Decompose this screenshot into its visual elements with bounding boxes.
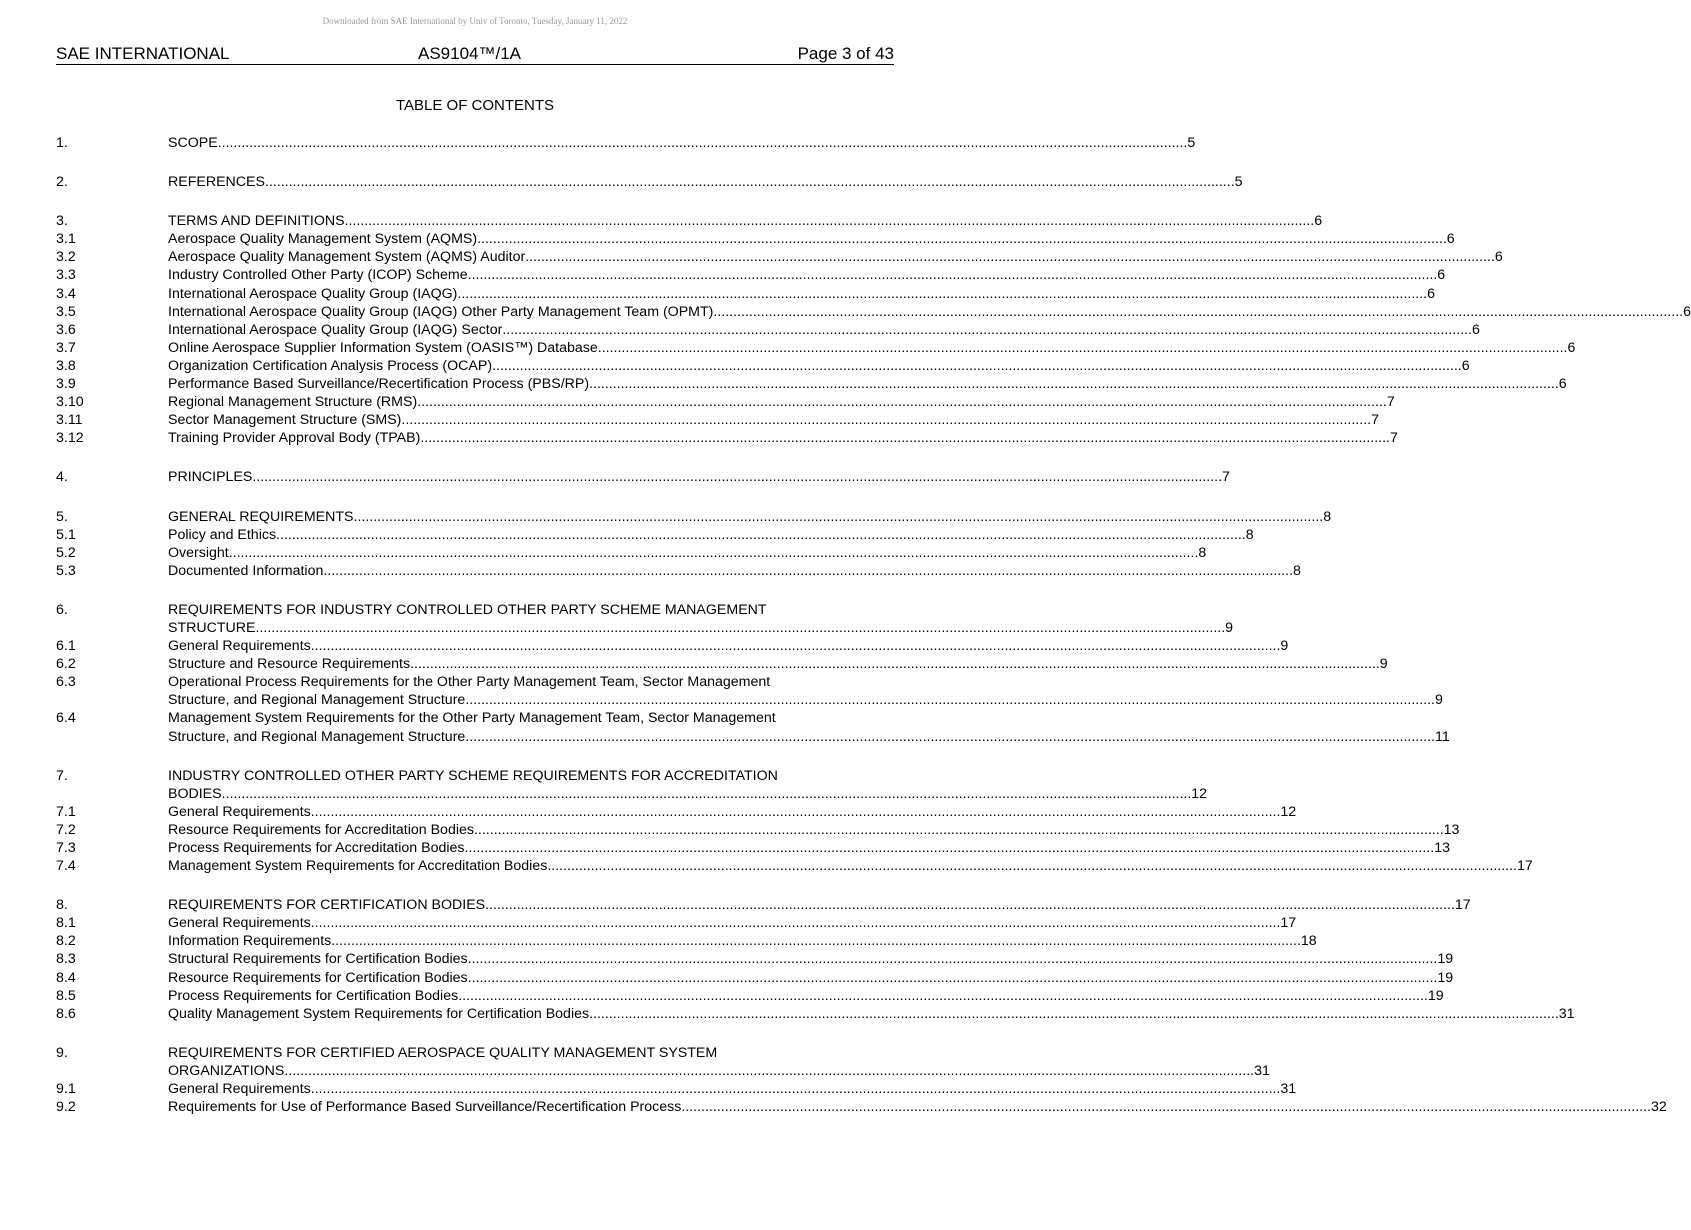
toc-entry-number: 7.1 <box>56 803 76 820</box>
dot-leader <box>547 857 1517 875</box>
toc-entry[interactable] <box>56 303 1691 321</box>
toc-entry-title: Management System Requirements for Accreditation Bodies <box>168 858 548 875</box>
toc-entry[interactable] <box>56 655 1388 673</box>
toc-entry-page: 6 <box>1437 267 1446 284</box>
toc-entry-number: 4. <box>56 469 68 486</box>
dot-leader <box>331 932 1301 950</box>
toc-section <box>56 468 1230 486</box>
dot-leader <box>468 950 1438 968</box>
page-header <box>56 44 894 65</box>
toc-entry-page: 19 <box>1437 969 1454 986</box>
toc-entry[interactable] <box>56 709 1450 745</box>
dot-leader <box>713 303 1683 321</box>
toc-entry-title: Documented Information <box>168 562 324 579</box>
toc-entry[interactable] <box>56 134 1196 152</box>
toc-entry-title: REQUIREMENTS FOR CERTIFICATION BODIES <box>168 897 486 914</box>
toc-entry-number: 3.8 <box>56 357 76 374</box>
dot-leader <box>222 785 1192 803</box>
toc-entry-number: 8. <box>56 897 68 914</box>
toc-entry-title: STRUCTURE <box>168 619 256 636</box>
header-organization: SAE INTERNATIONAL <box>56 44 230 63</box>
dot-leader <box>465 691 1435 709</box>
toc-entry-number: 6.2 <box>56 656 76 673</box>
toc-entry-number: 7.3 <box>56 840 76 856</box>
dot-leader <box>323 562 1293 580</box>
toc-entry-number: 9. <box>56 1044 68 1061</box>
dot-leader <box>252 468 1222 486</box>
toc-entry-title-line: Operational Process Requirements for the Other Party Management Team, Sector Management <box>168 674 771 691</box>
toc-entry-number: 8.2 <box>56 933 76 950</box>
toc-entry-page: 5 <box>1234 174 1243 191</box>
toc-entry[interactable] <box>56 969 1454 987</box>
toc-entry-number: 5. <box>56 508 68 525</box>
toc-entry-title: Resource Requirements for Certification Bodies <box>168 969 468 986</box>
toc-entry-page: 6 <box>1314 213 1323 230</box>
toc-entry-page: 17 <box>1516 858 1533 875</box>
toc-entry-page: 11 <box>1435 728 1450 745</box>
toc-entry-number: 8.4 <box>56 969 76 986</box>
toc-entry[interactable] <box>56 212 1323 230</box>
toc-entry-title: Process Requirements for Certification Bodies <box>168 987 459 1004</box>
toc-entry[interactable] <box>56 673 1443 709</box>
toc-entry-number: 3.2 <box>56 249 76 266</box>
toc-entry-title-line: REQUIREMENTS FOR INDUSTRY CONTROLLED OTHER PARTY SCHEME MANAGEMENT <box>168 601 767 618</box>
toc-entry-title: ORGANIZATIONS <box>168 1062 285 1079</box>
toc-entry-page: 9 <box>1435 692 1443 709</box>
toc-entry[interactable] <box>56 468 1230 486</box>
toc-entry-title: BODIES <box>168 785 222 802</box>
toc-section <box>56 508 1332 580</box>
toc-section <box>56 134 1196 152</box>
header-document-number: AS9104™/1A <box>418 44 522 63</box>
toc-entry-title: Structure, and Regional Management Structure <box>168 728 466 745</box>
toc-entry-title-line: Management System Requirements for the Other Party Management Team, Sector Management <box>168 710 776 727</box>
toc-entry-number: 6.3 <box>56 674 76 691</box>
toc-entry[interactable] <box>56 1005 1575 1023</box>
dot-leader <box>256 619 1226 637</box>
dot-leader <box>276 526 1246 544</box>
toc-entry[interactable] <box>56 1080 1297 1098</box>
toc-entry-title: TERMS AND DEFINITIONS <box>168 213 345 230</box>
dot-leader <box>284 1062 1254 1080</box>
toc-entry[interactable] <box>56 562 1301 580</box>
dot-leader <box>681 1098 1651 1116</box>
toc-entry-page: 19 <box>1427 987 1444 1004</box>
toc-entry[interactable] <box>56 266 1446 284</box>
dot-leader <box>229 544 1199 562</box>
toc-entry[interactable] <box>56 508 1332 526</box>
toc-entry[interactable] <box>56 1098 1667 1116</box>
toc-entry-page: 6 <box>1461 357 1470 374</box>
toc-entry-number: 2. <box>56 174 68 191</box>
toc-entry-page: 6 <box>1558 376 1567 393</box>
toc-entry-page: 31 <box>1254 1062 1270 1079</box>
toc-entry-page: 8 <box>1323 508 1332 525</box>
toc-entry-page: 7 <box>1386 394 1395 411</box>
dot-leader <box>468 969 1438 987</box>
toc-entry-title: Training Provider Approval Body (TPAB) <box>168 430 421 447</box>
toc-section <box>56 173 1243 191</box>
toc-entry-number: 6.4 <box>56 710 76 727</box>
toc-entry-number: 3.4 <box>56 285 76 302</box>
toc-entry-number: 7.4 <box>56 858 76 875</box>
toc-entry-page: 6 <box>1446 231 1455 248</box>
toc-entry-title: Aerospace Quality Management System (AQMS) <box>168 231 478 248</box>
toc-entry[interactable] <box>56 803 1297 821</box>
dot-leader <box>401 411 1371 429</box>
toc-entry-number: 3.6 <box>56 321 76 338</box>
dot-leader <box>311 637 1281 655</box>
toc-entry[interactable] <box>56 767 1208 803</box>
toc-entry-number: 5.3 <box>56 562 76 579</box>
toc-entry-number: 8.5 <box>56 987 76 1004</box>
toc-section <box>56 1044 1667 1116</box>
toc-entry-page: 8 <box>1245 526 1254 543</box>
toc-entry-title: SCOPE <box>168 135 218 151</box>
toc-entry-title: Quality Management System Requirements for Certification Bodies <box>168 1005 590 1022</box>
dot-leader <box>420 429 1390 447</box>
toc-entry[interactable] <box>56 987 1444 1005</box>
toc-entry-title: Industry Controlled Other Party (ICOP) Scheme <box>168 267 468 284</box>
toc-entry-title: International Aerospace Quality Group (IAQG) Sector <box>168 321 503 338</box>
toc-entry-title: Information Requirements <box>168 933 332 950</box>
toc-entry[interactable] <box>56 285 1435 303</box>
toc-entry-page: 17 <box>1454 897 1471 914</box>
toc-entry[interactable] <box>56 932 1317 950</box>
dot-leader <box>598 339 1568 357</box>
toc-section <box>56 767 1533 876</box>
toc-entry[interactable] <box>56 173 1243 191</box>
toc-entry[interactable] <box>56 230 1455 248</box>
toc-entry-title: Online Aerospace Supplier Information System (OASIS™) Database <box>168 339 598 356</box>
toc-entry-number: 5.1 <box>56 526 76 543</box>
toc-entry-number: 5.2 <box>56 544 76 561</box>
toc-entry-title-line: INDUSTRY CONTROLLED OTHER PARTY SCHEME REQUIREMENTS FOR ACCREDITATION <box>168 767 778 784</box>
toc-entry-page: 13 <box>1434 840 1450 856</box>
dot-leader <box>468 266 1438 284</box>
dot-leader <box>492 357 1462 375</box>
toc-entry-title: International Aerospace Quality Group (IAQG) Other Party Management Team (OPMT) <box>168 303 714 320</box>
toc-entry-title: Policy and Ethics <box>168 526 277 543</box>
toc-entry-page: 6 <box>1494 249 1503 266</box>
toc-entry-title: General Requirements <box>168 915 311 932</box>
toc-entry-number: 1. <box>56 135 68 151</box>
dot-leader <box>477 230 1447 248</box>
toc-entry-number: 3.9 <box>56 376 76 393</box>
toc-entry[interactable] <box>56 248 1503 266</box>
dot-leader <box>458 987 1428 1005</box>
dot-leader <box>354 508 1324 526</box>
toc-section <box>56 601 1450 746</box>
toc-entry-title: Aerospace Quality Management System (AQMS) Auditor <box>168 249 526 266</box>
toc-entry[interactable] <box>56 896 1471 914</box>
dot-leader <box>465 839 1435 857</box>
toc-entry[interactable] <box>56 375 1567 393</box>
toc-entry-title: General Requirements <box>168 803 311 820</box>
toc-entry[interactable] <box>56 857 1533 875</box>
toc-entry[interactable] <box>56 321 1480 339</box>
toc-entry-page: 9 <box>1379 656 1388 673</box>
toc-entry[interactable] <box>56 1044 1270 1080</box>
dot-leader <box>589 1005 1559 1023</box>
toc-entry-page: 6 <box>1567 339 1576 356</box>
table-of-contents <box>56 134 1691 1137</box>
toc-entry-page: 8 <box>1293 562 1301 579</box>
dot-leader <box>265 173 1235 191</box>
toc-entry-title: GENERAL REQUIREMENTS <box>168 508 354 525</box>
toc-entry-page: 6 <box>1427 285 1435 302</box>
dot-leader <box>311 1080 1281 1098</box>
toc-entry[interactable] <box>56 914 1297 932</box>
dot-leader <box>589 375 1559 393</box>
toc-entry-page: 19 <box>1437 951 1454 968</box>
toc-entry-page: 6 <box>1472 321 1480 338</box>
toc-entry-number: 7. <box>56 767 68 784</box>
dot-leader <box>345 212 1315 230</box>
dot-leader <box>525 248 1495 266</box>
toc-entry-number: 3.1 <box>56 231 76 248</box>
dot-leader <box>457 285 1427 303</box>
toc-entry-title: Requirements for Use of Performance Based Surveillance/Recertification Process <box>168 1099 682 1116</box>
toc-entry[interactable] <box>56 357 1470 375</box>
toc-entry-number: 6.1 <box>56 638 76 655</box>
toc-entry-page: 5 <box>1187 135 1196 151</box>
toc-entry-page: 7 <box>1390 430 1398 447</box>
toc-entry-title: Resource Requirements for Accreditation Bodies <box>168 821 474 838</box>
download-notice: Downloaded from SAE International by Univ of Toronto, Tuesday, January 11, 2022 <box>322 16 628 26</box>
toc-entry-title: General Requirements <box>168 638 311 655</box>
toc-entry-page: 9 <box>1280 638 1289 655</box>
toc-entry-title: Structure, and Regional Management Structure <box>168 692 466 709</box>
toc-entry-page: 9 <box>1225 619 1234 636</box>
dot-leader <box>417 393 1387 411</box>
toc-entry[interactable] <box>56 429 1398 447</box>
toc-entry-page: 12 <box>1280 803 1297 820</box>
dot-leader <box>410 655 1380 673</box>
toc-entry-page: 6 <box>1683 303 1691 320</box>
toc-entry-number: 8.6 <box>56 1005 76 1022</box>
toc-entry-number: 6. <box>56 601 68 618</box>
toc-entry[interactable] <box>56 411 1379 429</box>
toc-entry-number: 3. <box>56 213 68 230</box>
toc-entry[interactable] <box>56 544 1207 562</box>
toc-entry-number: 3.10 <box>56 394 84 411</box>
toc-entry-page: 7 <box>1222 469 1230 486</box>
toc-entry-number: 8.3 <box>56 951 76 968</box>
toc-entry[interactable] <box>56 839 1450 857</box>
dot-leader <box>311 914 1281 932</box>
toc-entry[interactable] <box>56 393 1395 411</box>
dot-leader <box>502 321 1472 339</box>
toc-entry-page: 31 <box>1558 1005 1575 1022</box>
toc-entry[interactable] <box>56 821 1460 839</box>
toc-entry-number: 3.11 <box>56 412 83 429</box>
toc-entry-number: 3.5 <box>56 303 76 320</box>
toc-entry-number: 3.3 <box>56 267 76 284</box>
toc-entry-number: 8.1 <box>56 915 76 932</box>
dot-leader <box>218 134 1188 152</box>
toc-entry-title-line: REQUIREMENTS FOR CERTIFIED AEROSPACE QUALITY MANAGEMENT SYSTEM <box>168 1044 718 1061</box>
dot-leader <box>485 896 1455 914</box>
toc-title: TABLE OF CONTENTS <box>395 97 555 114</box>
toc-entry-title: Structural Requirements for Certification Bodies <box>168 951 468 968</box>
toc-entry[interactable] <box>56 339 1576 357</box>
toc-entry-title: Structure and Resource Requirements <box>168 656 411 673</box>
toc-entry-page: 32 <box>1651 1099 1667 1116</box>
toc-entry-title: REFERENCES <box>168 174 265 191</box>
toc-entry-title: International Aerospace Quality Group (IAQG) <box>168 285 458 302</box>
toc-entry-number: 9.1 <box>56 1081 76 1098</box>
toc-entry-number: 7.2 <box>56 821 76 838</box>
dot-leader <box>474 821 1444 839</box>
toc-entry-title: Performance Based Surveillance/Recertification Process (PBS/RP) <box>168 376 590 393</box>
toc-entry-page: 18 <box>1300 933 1317 950</box>
toc-entry[interactable] <box>56 526 1254 544</box>
dot-leader <box>311 803 1281 821</box>
toc-entry-page: 8 <box>1198 544 1207 561</box>
toc-entry-page: 17 <box>1280 915 1297 932</box>
dot-leader <box>465 728 1435 746</box>
toc-entry-page: 13 <box>1443 821 1460 838</box>
toc-entry-number: 3.7 <box>56 339 76 356</box>
toc-entry[interactable] <box>56 637 1289 655</box>
toc-entry-title: Process Requirements for Accreditation Bodies <box>168 840 465 856</box>
toc-entry-page: 12 <box>1191 785 1208 802</box>
toc-entry-number: 3.12 <box>56 430 84 447</box>
toc-entry-page: 7 <box>1371 412 1379 429</box>
toc-entry-title: Oversight <box>168 544 229 561</box>
toc-entry-title: Organization Certification Analysis Process (OCAP) <box>168 357 493 374</box>
toc-entry[interactable] <box>56 601 1234 637</box>
toc-section <box>56 212 1691 447</box>
header-page-number: Page 3 of 43 <box>797 44 894 63</box>
toc-section <box>56 896 1575 1023</box>
toc-entry-page: 31 <box>1280 1081 1297 1098</box>
toc-entry-title: Regional Management Structure (RMS) <box>168 394 418 411</box>
toc-entry-title: PRINCIPLES <box>168 469 253 486</box>
toc-entry-number: 9.2 <box>56 1099 76 1116</box>
toc-entry-title: Sector Management Structure (SMS) <box>168 412 402 429</box>
toc-entry-title: General Requirements <box>168 1081 311 1098</box>
toc-entry[interactable] <box>56 950 1454 968</box>
